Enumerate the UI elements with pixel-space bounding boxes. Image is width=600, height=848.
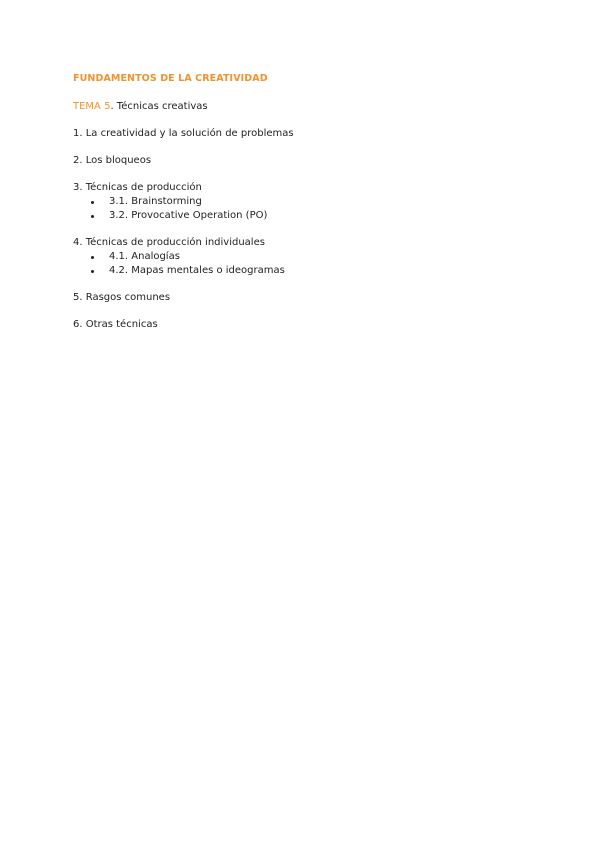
tema-label: TEMA 5 [73,101,111,112]
list-item [73,264,533,278]
list-item [73,195,533,209]
section-title: 5. Rasgos comunes [73,292,171,303]
section-3 [73,181,533,223]
list-item-label: 4.2. Mapas mentales o ideogramas [109,265,285,276]
list-item [73,209,533,223]
document-page [73,72,533,332]
list-item [73,250,533,264]
bullet-icon [91,201,94,204]
section-title: 2. Los bloqueos [73,155,152,166]
section-2 [73,154,533,168]
tema-separator: . [110,101,114,112]
section-1 [73,127,533,141]
bullet-icon [91,270,94,273]
section-5 [73,291,533,305]
subsection-list [73,250,533,278]
bullet-icon [91,256,94,259]
section-title: 6. Otras técnicas [73,319,158,330]
section-4 [73,236,533,278]
section-title: 3. Técnicas de producción [73,182,202,193]
list-item-label: 3.2. Provocative Operation (PO) [109,210,268,221]
tema-heading [73,100,533,114]
subsection-list [73,195,533,223]
list-item-label: 4.1. Analogías [109,251,180,262]
list-item-label: 3.1. Brainstorming [109,196,202,207]
section-title: 4. Técnicas de producción individuales [73,237,265,248]
tema-name: Técnicas creativas [113,101,208,112]
section-6 [73,318,533,332]
section-title: 1. La creatividad y la solución de problemas [73,128,294,139]
document-title: FUNDAMENTOS DE LA CREATIVIDAD [73,73,268,84]
bullet-icon [91,215,94,218]
